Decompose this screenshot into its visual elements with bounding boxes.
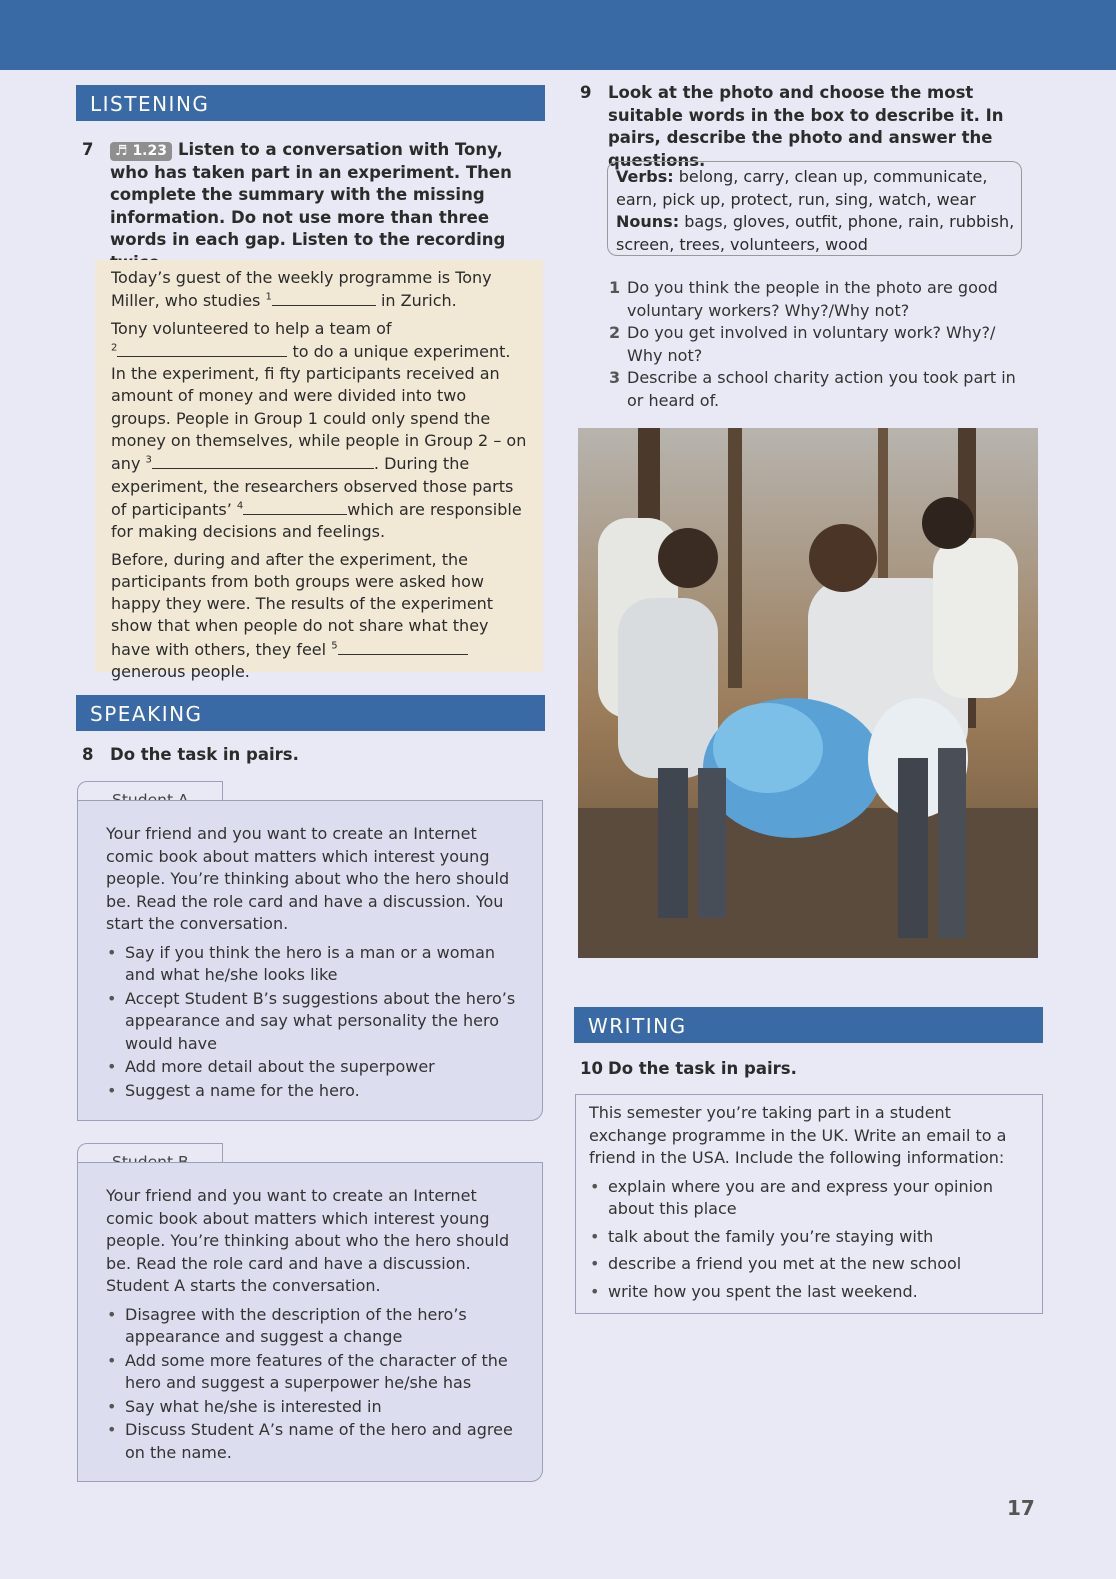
list-item: • talk about the family you’re staying with (589, 1226, 1030, 1249)
page-number: 17 (1007, 1496, 1035, 1520)
word-box (607, 161, 1022, 256)
list-item: • Add some more features of the character of the hero and suggest a superpower he/she has (106, 1350, 522, 1395)
volunteers-photo (578, 428, 1038, 958)
photo-task (580, 82, 1020, 172)
list-item: • Discuss Student A’s name of the hero and agree on the name. (106, 1419, 522, 1464)
list-item: • Say if you think the hero is a man or a woman and what he/she looks like (106, 942, 522, 987)
writing-card (575, 1094, 1043, 1314)
writing-intro: This semester you’re taking part in a student exchange programme in the UK. Write an email to a friend in the USA. Include the following information: (589, 1103, 1007, 1167)
list-item: 3 Describe a school charity action you took part in or heard of. (609, 368, 1016, 410)
photo-questions (609, 277, 1029, 412)
gap-1-blank[interactable] (272, 289, 376, 306)
speaking-heading: SPEAKING (76, 695, 545, 731)
task-instruction: Do the task in pairs. (110, 745, 299, 764)
role-bullets (106, 942, 522, 1103)
task-number: 7 (82, 140, 94, 159)
list-item: • Say what he/she is interested in (106, 1396, 522, 1419)
list-item: • Add more detail about the superpower (106, 1056, 522, 1079)
speaker-icon: ♬︎ (115, 143, 128, 159)
list-item: • describe a friend you met at the new school (589, 1253, 1030, 1276)
list-item: • Disagree with the description of the hero’s appearance and suggest a change (106, 1304, 522, 1349)
role-bullets (106, 1304, 522, 1465)
task-instruction: Look at the photo and choose the most suitable words in the box to describe it. In pairs, describe the photo and answer the questions. (608, 83, 1004, 170)
list-item: • Suggest a name for the hero. (106, 1080, 522, 1103)
task-instruction: ♬︎ 1.23 Listen to a conversation with Tony, who has taken part in an experiment. Then complete the summary with the missing information. Do not use more than three words in each gap. Listen to the recording (110, 140, 512, 249)
task-number: 10 (580, 1059, 603, 1078)
list-item: • write how you spent the last weekend. (589, 1281, 1030, 1304)
speaking-task (82, 744, 542, 767)
gap-4-blank[interactable] (243, 498, 347, 515)
listening-summary (95, 260, 543, 682)
list-item: 1 Do you think the people in the photo are good voluntary workers? Why?/Why not? (609, 278, 998, 320)
gap-3-blank[interactable] (152, 452, 374, 469)
nouns-line: Nouns: bags, gloves, outfit, phone, rain, rubbish, screen, trees, volunteers, wood (616, 212, 1015, 254)
listening-heading: LISTENING (76, 85, 545, 121)
role-intro: Your friend and you want to create an Internet comic book about matters which interest young people. You’re thinking about who the hero should be. Read the role card and have a discussion. Student A starts the conversation. (106, 1186, 510, 1295)
task-number: 8 (82, 745, 94, 764)
role-intro: Your friend and you want to create an Internet comic book about matters which interest young people. You’re thinking about who the hero should be. Read the role card and have a discussion. You start the conversation. (106, 824, 510, 933)
summary-paragraph: Today’s guest of the weekly programme is Tony Miller, who studies $^1$ in Zurich. (111, 268, 492, 311)
verbs-line: Verbs: belong, carry, clean up, communicate, earn, pick up, protect, run, sing, watch, wear (616, 167, 988, 209)
list-item: 2 Do you get involved in voluntary work? Why?/ Why not? (609, 323, 996, 365)
writing-heading: WRITING (574, 1007, 1043, 1043)
audio-track-badge[interactable]: ♬︎ 1.23 (110, 142, 172, 161)
summary-paragraph: Tony volunteered to help a team of $^2$ to do a unique experiment. In the experiment, fi fty participants received an amount of money and were divided into two groups. People in Group 1 could only spend the money on themselves, while people in Group 2 – on any $^3$ . During the experiment, the researchers observed those parts of participants’ $^4$ which are responsible for making decisions and feelings. (111, 318, 527, 542)
writing-bullets (589, 1176, 1030, 1304)
gap-5-blank[interactable] (338, 638, 468, 655)
top-banner (0, 0, 1116, 70)
task-number: 9 (580, 83, 592, 102)
summary-paragraph: Before, during and after the experiment, the participants from both groups were asked how happy they were. The results of the experiment show that when people do not share what they have with others, they feel $^5$ generous people. (111, 549, 494, 682)
list-item: • explain where you are and express your opinion about this place (589, 1176, 1030, 1221)
listening-task (82, 139, 542, 274)
task-instruction: Do the task in pairs. (608, 1059, 797, 1078)
writing-task (580, 1058, 1040, 1081)
list-item: • Accept Student B’s suggestions about the hero’s appearance and say what personality the hero would have (106, 988, 522, 1056)
student-a-card (77, 800, 543, 1121)
student-b-card (77, 1162, 543, 1482)
gap-2-blank[interactable] (117, 340, 287, 357)
